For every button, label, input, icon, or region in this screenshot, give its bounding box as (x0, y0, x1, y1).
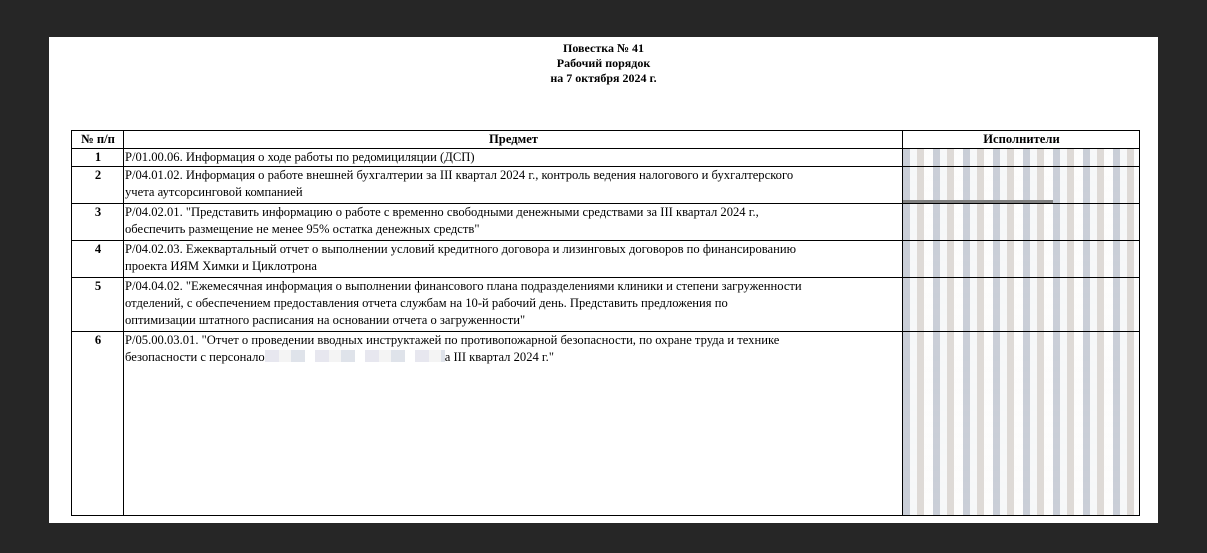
header-subject: Предмет (124, 131, 903, 149)
executors-cell (903, 167, 1140, 204)
row-subject (124, 204, 903, 241)
subject-text-end: а III квартал 2024 г." (444, 350, 554, 364)
subject-line: Р/05.00.03.01. "Отчет о проведении вводных инструктажей по противопожарной безопасности, по охране труда и технике (125, 333, 780, 347)
row-number: 6 (72, 332, 124, 516)
executors-cell (903, 278, 1140, 332)
table-row (72, 167, 1140, 204)
subject-line: учета аутсорсинговой компанией (125, 185, 303, 199)
executors-cell (903, 332, 1140, 516)
table-row (72, 332, 1140, 516)
table-row (72, 149, 1140, 167)
agenda-subtitle: Рабочий порядок (556, 56, 651, 70)
blurred-executor-names (903, 149, 1139, 166)
subject-line: отделений, с обеспечением предоставления отчета службам на 10-й рабочий день. Представить предложения по (125, 296, 728, 310)
row-subject (124, 278, 903, 332)
blurred-executor-names (903, 204, 1139, 240)
subject-line: Р/04.04.02. "Ежемесячная информация о выполнении финансового плана подразделениями клиники и степени загруженности (125, 279, 802, 293)
table-row (72, 278, 1140, 332)
subject-line: обеспечить размещение не менее 95% остатка денежных средств" (125, 222, 480, 236)
blurred-executor-names (903, 278, 1139, 331)
row-subject (124, 332, 903, 516)
subject-line (125, 349, 902, 366)
agenda-date: на 7 октября 2024 г. (550, 71, 657, 85)
subject-line: Р/04.01.02. Информация о работе внешней бухгалтерии за III квартал 2024 г., контроль ведения налогового и бухгалтерского (125, 168, 794, 182)
row-number: 3 (72, 204, 124, 241)
table-row (72, 241, 1140, 278)
agenda-table (71, 130, 1140, 516)
document-heading (49, 41, 1158, 86)
subject-line: Р/04.02.03. Ежеквартальный отчет о выполнении условий кредитного договора и лизинговых договоров по финансированию (125, 242, 797, 256)
row-subject (124, 241, 903, 278)
executors-cell (903, 149, 1140, 167)
document-page (49, 37, 1158, 523)
blurred-executor-names (903, 241, 1139, 277)
row-subject (124, 167, 903, 204)
subject-line: Р/01.00.06. Информация о ходе работы по редомициляции (ДСП) (125, 150, 475, 164)
subject-line: оптимизации штатного расписания на основании отчета о загруженности" (125, 313, 526, 327)
header-number: № п/п (72, 131, 124, 149)
row-number: 2 (72, 167, 124, 204)
redacted-text (265, 350, 445, 362)
row-number: 1 (72, 149, 124, 167)
subject-text-start: безопасности с персонало (125, 350, 265, 364)
blurred-executor-names (903, 332, 1139, 515)
subject-line: Р/04.02.01. "Представить информацию о работе с временно свободными денежными средствами за III квартал 2024 г., (125, 205, 759, 219)
row-subject (124, 149, 903, 167)
header-executors: Исполнители (903, 131, 1140, 149)
row-number: 5 (72, 278, 124, 332)
table-row (72, 204, 1140, 241)
agenda-title: Повестка № 41 (563, 41, 644, 55)
blurred-executor-names (903, 167, 1139, 203)
table-header-row (72, 131, 1140, 149)
subject-line: проекта ИЯМ Химки и Циклотрона (125, 259, 317, 273)
executors-cell (903, 204, 1140, 241)
row-number: 4 (72, 241, 124, 278)
executors-cell (903, 241, 1140, 278)
